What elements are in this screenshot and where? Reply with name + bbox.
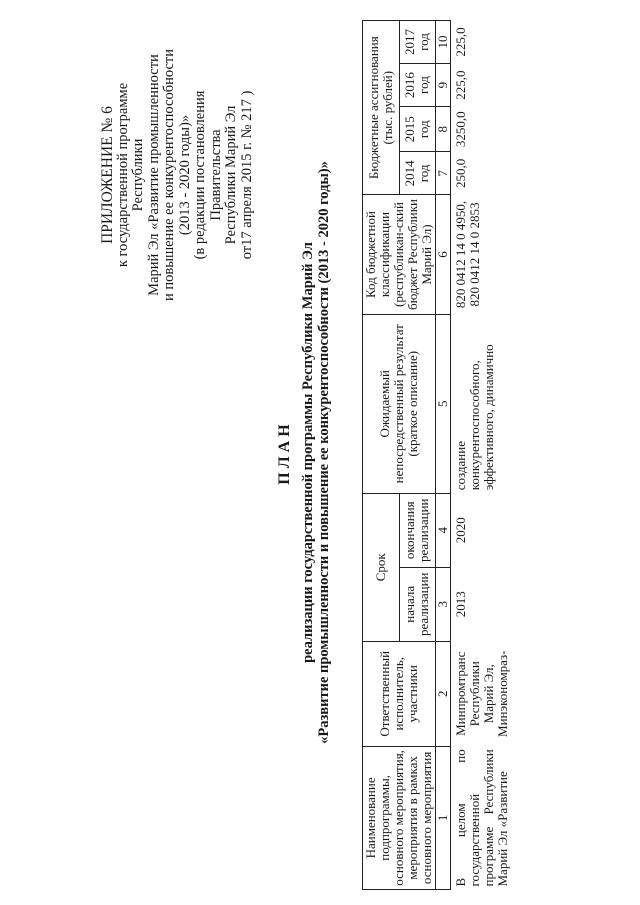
- appendix-line: Марий Эл «Развитие промышленности: [145, 54, 162, 296]
- header-term-start: начала реализации: [399, 567, 436, 641]
- col-number: 4: [436, 493, 451, 567]
- header-term: Срок: [363, 493, 400, 641]
- appendix-line: и повышение ее конкурентоспособности: [161, 48, 177, 302]
- header-code: Код бюджетной классификации (республикан-ский бюджет Республики Марий Эл): [363, 195, 436, 314]
- col-number: 5: [436, 314, 451, 493]
- header-term-end: окончания реализации: [399, 493, 436, 567]
- col-number: 6: [436, 195, 451, 314]
- row-name: В целом по государственной программе Республики Марий Эл «Развитие: [453, 749, 510, 887]
- row-value-2014: 250,0: [453, 158, 468, 188]
- col-number: 7: [436, 152, 451, 195]
- appendix-line: Республики Марий Эл: [223, 105, 239, 245]
- appendix-line: (в редакции постановления Правительства: [192, 90, 224, 260]
- appendix-title: ПРИЛОЖЕНИЕ № 6: [99, 106, 116, 244]
- header-result: Ожидаемый непосредственный результат (краткое описание): [363, 314, 436, 493]
- appendix-line: (2013 - 2020 годы)»: [176, 114, 193, 236]
- plan-subtitle-line-2: «Развитие промышленности и повышение ее конкурентоспособности (2013 - 2020 годы)»: [316, 161, 332, 744]
- row-end: 2020: [453, 517, 468, 544]
- plan-table: [362, 20, 513, 890]
- row-value-2016: 225,0: [453, 70, 468, 100]
- plan-title: ПЛАН: [276, 420, 293, 485]
- row-result: создание конкурентоспособного, эффективного, динамично: [453, 344, 496, 491]
- appendix-line: к государственной программе Республики: [114, 82, 146, 268]
- col-number: 2: [436, 641, 451, 746]
- appendix-block: [100, 45, 255, 305]
- row-code: 820 0412 14 0 4950, 820 0412 14 0 2853: [453, 200, 482, 309]
- column-number-row: [436, 21, 451, 890]
- header-year-2015: 2015 год: [399, 107, 436, 152]
- header-executor: Ответственный исполнитель, участники: [363, 641, 436, 746]
- header-year-2017: 2017 год: [399, 21, 436, 64]
- plan-subtitle-line-1: реализации государственной программы Республики Марий Эл: [300, 242, 316, 663]
- plan-subtitle: [300, 0, 332, 905]
- col-number: 8: [436, 107, 451, 152]
- row-executor: Минпромтранс Республики Марий Эл, Минэкономраз-: [453, 650, 510, 737]
- col-number: 3: [436, 567, 451, 641]
- row-start: 2013: [453, 591, 468, 618]
- appendix-line: от17 апреля 2015 г. № 217 ): [238, 90, 255, 260]
- header-budget: Бюджетные ассигнования (тыс. рублей): [363, 21, 400, 195]
- row-value-2015: 3250,0: [453, 111, 468, 148]
- row-value-2017: 225,0: [453, 27, 468, 57]
- col-number: 1: [436, 746, 451, 889]
- col-number: 10: [436, 21, 451, 64]
- header-name: Наименование подпрограммы, основного мероприятия, мероприятия в рамках основного мероприятия: [363, 746, 436, 889]
- header-year-2016: 2016 год: [399, 64, 436, 107]
- header-year-2014: 2014 год: [399, 152, 436, 195]
- table-row: [451, 21, 514, 890]
- col-number: 9: [436, 64, 451, 107]
